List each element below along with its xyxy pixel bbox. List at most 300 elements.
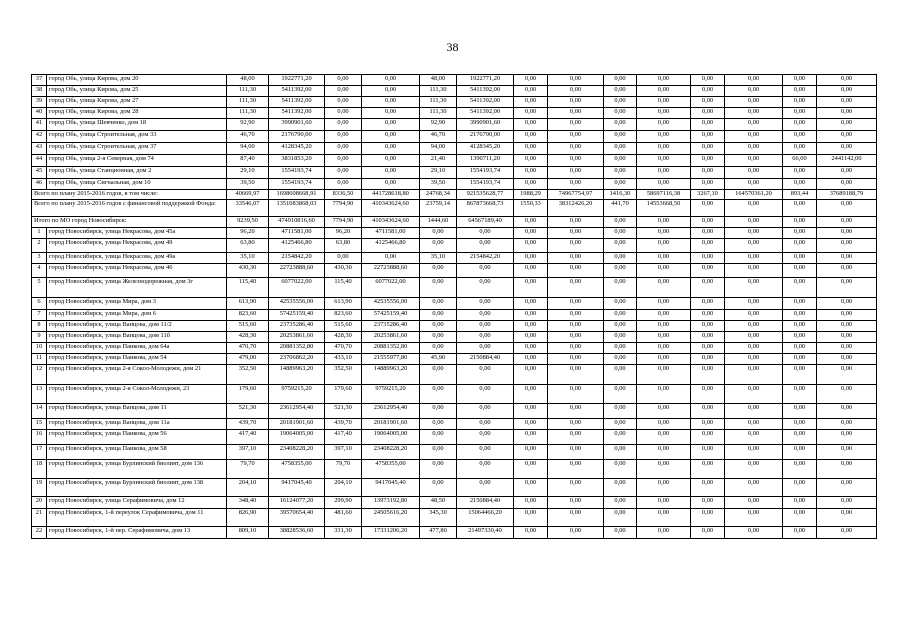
value-cell: 0,00 xyxy=(691,321,725,332)
value-cell: 439,70 xyxy=(325,419,362,430)
value-cell: 0,00 xyxy=(514,445,548,460)
table-row xyxy=(32,332,877,343)
value-cell: 1550,33 xyxy=(514,200,548,217)
value-cell: 474910816,60 xyxy=(269,217,325,228)
address-cell: город Обь, улица Кирова, дом 28 xyxy=(47,108,227,119)
value-cell: 0,00 xyxy=(637,332,691,343)
value-cell: 5411392,00 xyxy=(457,108,514,119)
value-cell: 48,00 xyxy=(420,75,457,86)
value-cell: 2441142,00 xyxy=(817,155,877,167)
value-cell: 0,00 xyxy=(604,430,637,445)
value-cell: 111,30 xyxy=(227,86,269,97)
value-cell: 5411392,00 xyxy=(269,108,325,119)
value-cell: 24768,34 xyxy=(420,190,457,200)
row-number: 4 xyxy=(32,264,47,278)
value-cell: 0,00 xyxy=(548,497,604,509)
value-cell: 0,00 xyxy=(420,479,457,497)
value-cell: 115,40 xyxy=(227,278,269,298)
value-cell: 921535628,77 xyxy=(457,190,514,200)
address-cell: город Обь, улица Станционная, дом 2 xyxy=(47,167,227,179)
row-number: 9 xyxy=(32,332,47,343)
address-cell: город Новосибирск, улица Панкова, дом 54 xyxy=(47,354,227,365)
value-cell: 0,00 xyxy=(548,75,604,86)
value-cell: 0,00 xyxy=(725,239,783,253)
value-cell: 0,00 xyxy=(725,75,783,86)
row-number: 14 xyxy=(32,404,47,419)
value-cell: 0,00 xyxy=(783,332,817,343)
value-cell: 4711581,00 xyxy=(362,228,420,239)
value-cell: 0,00 xyxy=(817,298,877,310)
value-cell: 0,00 xyxy=(691,385,725,404)
value-cell: 42535556,00 xyxy=(269,298,325,310)
value-cell: 0,00 xyxy=(783,278,817,298)
value-cell: 0,00 xyxy=(783,264,817,278)
value-cell: 14889963,20 xyxy=(362,365,420,385)
value-cell: 0,00 xyxy=(637,239,691,253)
value-cell: 0,00 xyxy=(691,343,725,354)
value-cell: 0,00 xyxy=(691,167,725,179)
value-cell: 0,00 xyxy=(514,264,548,278)
value-cell: 0,00 xyxy=(457,321,514,332)
value-cell: 14553668,50 xyxy=(637,200,691,217)
table-row xyxy=(32,108,877,119)
value-cell: 0,00 xyxy=(362,97,420,108)
value-cell: 0,00 xyxy=(725,298,783,310)
value-cell: 0,00 xyxy=(604,343,637,354)
value-cell: 6077022,00 xyxy=(362,278,420,298)
row-number: 45 xyxy=(32,167,47,179)
value-cell: 22723888,60 xyxy=(362,264,420,278)
value-cell: 0,00 xyxy=(420,419,457,430)
value-cell: 115,40 xyxy=(325,278,362,298)
value-cell: 893,44 xyxy=(783,190,817,200)
value-cell: 39570654,40 xyxy=(269,509,325,527)
summary-label: Всего по плану 2015-2016 годов с финансовой поддержкой Фонда: xyxy=(32,200,227,217)
value-cell: 441,70 xyxy=(604,200,637,217)
value-cell: 0,00 xyxy=(725,385,783,404)
value-cell: 0,00 xyxy=(817,310,877,321)
value-cell: 0,00 xyxy=(362,119,420,131)
value-cell: 111,30 xyxy=(227,108,269,119)
value-cell: 0,00 xyxy=(691,404,725,419)
value-cell: 0,00 xyxy=(457,365,514,385)
value-cell: 0,00 xyxy=(817,217,877,228)
value-cell: 45,90 xyxy=(420,354,457,365)
value-cell: 0,00 xyxy=(362,86,420,97)
value-cell: 4125466,80 xyxy=(269,239,325,253)
value-cell: 0,00 xyxy=(548,479,604,497)
value-cell: 0,00 xyxy=(783,228,817,239)
value-cell: 0,00 xyxy=(420,228,457,239)
value-cell: 111,30 xyxy=(420,108,457,119)
value-cell: 1988,29 xyxy=(514,190,548,200)
value-cell: 439,70 xyxy=(227,419,269,430)
value-cell: 0,00 xyxy=(783,75,817,86)
address-cell: город Новосибирск, улица 2-я Сокол-Молодежи, дом 21 xyxy=(47,365,227,385)
value-cell: 352,50 xyxy=(325,365,362,385)
value-cell: 3990901,60 xyxy=(269,119,325,131)
table-row xyxy=(32,179,877,190)
address-cell: город Новосибирск, 1-й переулок Серафимовича, дом 11 xyxy=(47,509,227,527)
value-cell: 477,80 xyxy=(420,527,457,539)
value-cell: 1698608668,91 xyxy=(269,190,325,200)
table-row xyxy=(32,354,877,365)
value-cell: 0,00 xyxy=(514,298,548,310)
value-cell: 0,00 xyxy=(362,167,420,179)
value-cell: 0,00 xyxy=(725,200,783,217)
row-number: 11 xyxy=(32,354,47,365)
value-cell: 1554193,74 xyxy=(457,179,514,190)
value-cell: 0,00 xyxy=(514,430,548,445)
value-cell: 5411392,00 xyxy=(269,86,325,97)
value-cell: 0,00 xyxy=(691,497,725,509)
row-number: 5 xyxy=(32,278,47,298)
value-cell: 23612954,40 xyxy=(269,404,325,419)
value-cell: 0,00 xyxy=(420,310,457,321)
value-cell: 0,00 xyxy=(514,479,548,497)
value-cell: 479,00 xyxy=(227,354,269,365)
value-cell: 0,00 xyxy=(691,445,725,460)
value-cell: 39,50 xyxy=(420,179,457,190)
value-cell: 521,30 xyxy=(325,404,362,419)
value-cell: 164570361,20 xyxy=(725,190,783,200)
value-cell: 0,00 xyxy=(514,119,548,131)
value-cell: 0,00 xyxy=(725,460,783,479)
value-cell: 428,30 xyxy=(325,332,362,343)
value-cell: 0,00 xyxy=(457,239,514,253)
value-cell: 179,60 xyxy=(227,385,269,404)
value-cell: 0,00 xyxy=(783,479,817,497)
value-cell: 0,00 xyxy=(691,75,725,86)
value-cell: 0,00 xyxy=(725,108,783,119)
value-cell: 0,00 xyxy=(325,119,362,131)
value-cell: 433,10 xyxy=(325,354,362,365)
summary-row xyxy=(32,217,877,228)
value-cell: 0,00 xyxy=(637,509,691,527)
table-row xyxy=(32,97,877,108)
value-cell: 0,00 xyxy=(548,460,604,479)
value-cell: 23735286,40 xyxy=(269,321,325,332)
value-cell: 0,00 xyxy=(691,365,725,385)
value-cell: 0,00 xyxy=(691,298,725,310)
address-cell: город Новосибирск, улица Панкова, дом 56 xyxy=(47,430,227,445)
value-cell: 0,00 xyxy=(457,264,514,278)
value-cell: 0,00 xyxy=(817,278,877,298)
value-cell: 0,00 xyxy=(637,143,691,155)
value-cell: 0,00 xyxy=(637,445,691,460)
value-cell: 0,00 xyxy=(604,479,637,497)
value-cell: 21555977,80 xyxy=(362,354,420,365)
table-row xyxy=(32,497,877,509)
value-cell: 0,00 xyxy=(420,278,457,298)
table-row xyxy=(32,143,877,155)
value-cell: 0,00 xyxy=(817,264,877,278)
housing-program-table xyxy=(31,74,877,539)
value-cell: 0,00 xyxy=(637,385,691,404)
address-cell: город Новосибирск, улица Ванцова, дом 11б xyxy=(47,332,227,343)
value-cell: 0,00 xyxy=(604,460,637,479)
value-cell: 22723888,60 xyxy=(269,264,325,278)
value-cell: 430,30 xyxy=(227,264,269,278)
value-cell: 0,00 xyxy=(514,321,548,332)
value-cell: 0,00 xyxy=(457,479,514,497)
value-cell: 0,00 xyxy=(604,264,637,278)
value-cell: 57425159,40 xyxy=(269,310,325,321)
value-cell: 0,00 xyxy=(637,75,691,86)
value-cell: 0,00 xyxy=(604,143,637,155)
value-cell: 4128345,20 xyxy=(269,143,325,155)
value-cell: 2154842,20 xyxy=(457,253,514,264)
value-cell: 0,00 xyxy=(420,404,457,419)
value-cell: 0,00 xyxy=(604,354,637,365)
value-cell: 0,00 xyxy=(548,239,604,253)
row-number: 10 xyxy=(32,343,47,354)
value-cell: 481,60 xyxy=(325,509,362,527)
value-cell: 0,00 xyxy=(514,527,548,539)
value-cell: 0,00 xyxy=(725,97,783,108)
value-cell: 0,00 xyxy=(604,155,637,167)
value-cell: 0,00 xyxy=(604,239,637,253)
value-cell: 1554193,74 xyxy=(269,167,325,179)
value-cell: 111,30 xyxy=(420,97,457,108)
address-cell: город Новосибирск, улица Некрасова, дом 45а xyxy=(47,228,227,239)
value-cell: 4758355,00 xyxy=(269,460,325,479)
value-cell: 397,10 xyxy=(325,445,362,460)
value-cell: 39,50 xyxy=(227,179,269,190)
value-cell: 0,00 xyxy=(604,419,637,430)
address-cell: город Новосибирск, улица 2-я Сокол-Молодежи, 23 xyxy=(47,385,227,404)
value-cell: 0,00 xyxy=(514,97,548,108)
value-cell: 111,30 xyxy=(420,86,457,97)
value-cell: 0,00 xyxy=(725,321,783,332)
address-cell: город Обь, улица Шевченко, дом 18 xyxy=(47,119,227,131)
value-cell: 0,00 xyxy=(420,264,457,278)
value-cell: 0,00 xyxy=(637,228,691,239)
value-cell: 14889963,20 xyxy=(269,365,325,385)
value-cell: 823,60 xyxy=(325,310,362,321)
value-cell: 0,00 xyxy=(604,385,637,404)
value-cell: 0,00 xyxy=(514,278,548,298)
value-cell: 9239,50 xyxy=(227,217,269,228)
value-cell: 0,00 xyxy=(725,404,783,419)
value-cell: 0,00 xyxy=(783,200,817,217)
value-cell: 0,00 xyxy=(637,343,691,354)
value-cell: 0,00 xyxy=(548,321,604,332)
value-cell: 0,00 xyxy=(604,278,637,298)
value-cell: 0,00 xyxy=(325,167,362,179)
value-cell: 0,00 xyxy=(725,527,783,539)
value-cell: 0,00 xyxy=(691,310,725,321)
value-cell: 46,70 xyxy=(420,131,457,143)
value-cell: 0,00 xyxy=(691,479,725,497)
row-number: 12 xyxy=(32,365,47,385)
value-cell: 515,60 xyxy=(227,321,269,332)
page-number: 38 xyxy=(446,40,459,54)
value-cell: 0,00 xyxy=(604,119,637,131)
value-cell: 0,00 xyxy=(548,264,604,278)
value-cell: 0,00 xyxy=(325,179,362,190)
value-cell: 0,00 xyxy=(817,108,877,119)
value-cell: 0,00 xyxy=(725,278,783,298)
address-cell: город Новосибирск, улица Ванцова, дом 11а xyxy=(47,419,227,430)
row-number: 20 xyxy=(32,497,47,509)
value-cell: 63,80 xyxy=(227,239,269,253)
address-cell: город Новосибирск, улица Серафимовича, дом 12 xyxy=(47,497,227,509)
value-cell: 23612954,40 xyxy=(362,404,420,419)
value-cell: 79,70 xyxy=(325,460,362,479)
row-number: 37 xyxy=(32,75,47,86)
value-cell: 0,00 xyxy=(725,155,783,167)
value-cell: 0,00 xyxy=(817,343,877,354)
value-cell: 0,00 xyxy=(420,343,457,354)
value-cell: 92,90 xyxy=(227,119,269,131)
value-cell: 0,00 xyxy=(514,75,548,86)
value-cell: 0,00 xyxy=(691,239,725,253)
value-cell: 0,00 xyxy=(783,354,817,365)
value-cell: 0,00 xyxy=(457,419,514,430)
value-cell: 0,00 xyxy=(817,228,877,239)
value-cell: 0,00 xyxy=(817,239,877,253)
value-cell: 0,00 xyxy=(817,354,877,365)
row-number: 1 xyxy=(32,228,47,239)
value-cell: 0,00 xyxy=(514,155,548,167)
value-cell: 0,00 xyxy=(691,527,725,539)
value-cell: 521,30 xyxy=(227,404,269,419)
value-cell: 204,10 xyxy=(325,479,362,497)
value-cell: 867873668,73 xyxy=(457,200,514,217)
value-cell: 0,00 xyxy=(604,365,637,385)
value-cell: 0,00 xyxy=(783,217,817,228)
value-cell: 0,00 xyxy=(783,179,817,190)
value-cell: 0,00 xyxy=(548,404,604,419)
value-cell: 0,00 xyxy=(817,179,877,190)
value-cell: 38828536,60 xyxy=(269,527,325,539)
row-number: 13 xyxy=(32,385,47,404)
value-cell: 0,00 xyxy=(725,228,783,239)
value-cell: 66,00 xyxy=(783,155,817,167)
value-cell: 0,00 xyxy=(691,155,725,167)
value-cell: 0,00 xyxy=(691,278,725,298)
value-cell: 21497330,40 xyxy=(457,527,514,539)
value-cell: 9417045,40 xyxy=(362,479,420,497)
value-cell: 0,00 xyxy=(637,97,691,108)
value-cell: 0,00 xyxy=(637,419,691,430)
table-row xyxy=(32,131,877,143)
value-cell: 0,00 xyxy=(604,527,637,539)
value-cell: 0,00 xyxy=(604,97,637,108)
value-cell: 4125466,80 xyxy=(362,239,420,253)
value-cell: 0,00 xyxy=(691,108,725,119)
value-cell: 0,00 xyxy=(325,131,362,143)
value-cell: 0,00 xyxy=(725,332,783,343)
value-cell: 29,10 xyxy=(227,167,269,179)
value-cell: 0,00 xyxy=(325,86,362,97)
value-cell: 20181901,60 xyxy=(269,419,325,430)
value-cell: 0,00 xyxy=(548,385,604,404)
value-cell: 5411392,00 xyxy=(457,86,514,97)
value-cell: 0,00 xyxy=(817,200,877,217)
table-row xyxy=(32,321,877,332)
value-cell: 0,00 xyxy=(783,239,817,253)
table-row xyxy=(32,509,877,527)
value-cell: 428,30 xyxy=(227,332,269,343)
value-cell: 0,00 xyxy=(457,404,514,419)
value-cell: 7794,90 xyxy=(325,217,362,228)
value-cell: 0,00 xyxy=(514,131,548,143)
value-cell: 0,00 xyxy=(637,497,691,509)
value-cell: 0,00 xyxy=(725,217,783,228)
value-cell: 470,70 xyxy=(325,343,362,354)
row-number: 43 xyxy=(32,143,47,155)
value-cell: 0,00 xyxy=(457,298,514,310)
value-cell: 0,00 xyxy=(604,217,637,228)
value-cell: 0,00 xyxy=(637,119,691,131)
value-cell: 0,00 xyxy=(548,143,604,155)
value-cell: 1922771,20 xyxy=(457,75,514,86)
value-cell: 0,00 xyxy=(548,343,604,354)
value-cell: 48,50 xyxy=(420,497,457,509)
address-cell: город Новосибирск, улица Бурлинский биолият, дом 136 xyxy=(47,460,227,479)
value-cell: 0,00 xyxy=(817,119,877,131)
row-number: 38 xyxy=(32,86,47,97)
value-cell: 0,00 xyxy=(637,278,691,298)
value-cell: 0,00 xyxy=(691,332,725,343)
value-cell: 0,00 xyxy=(514,332,548,343)
value-cell: 0,00 xyxy=(362,155,420,167)
table-row xyxy=(32,430,877,445)
value-cell: 0,00 xyxy=(420,365,457,385)
value-cell: 0,00 xyxy=(604,108,637,119)
value-cell: 0,00 xyxy=(325,155,362,167)
value-cell: 0,00 xyxy=(817,527,877,539)
value-cell: 0,00 xyxy=(325,97,362,108)
value-cell: 1416,30 xyxy=(604,190,637,200)
value-cell: 0,00 xyxy=(637,155,691,167)
value-cell: 0,00 xyxy=(514,179,548,190)
value-cell: 2176790,00 xyxy=(457,131,514,143)
value-cell: 0,00 xyxy=(783,321,817,332)
value-cell: 0,00 xyxy=(783,97,817,108)
value-cell: 0,00 xyxy=(420,239,457,253)
value-cell: 0,00 xyxy=(457,445,514,460)
value-cell: 0,00 xyxy=(725,479,783,497)
row-number: 22 xyxy=(32,527,47,539)
value-cell: 0,00 xyxy=(783,86,817,97)
address-cell: город Новосибирск, улица Железнодорожная, дом 3г xyxy=(47,278,227,298)
value-cell: 410343624,60 xyxy=(362,217,420,228)
value-cell: 0,00 xyxy=(817,445,877,460)
value-cell: 0,00 xyxy=(725,86,783,97)
row-number: 15 xyxy=(32,419,47,430)
table-row xyxy=(32,264,877,278)
value-cell: 397,10 xyxy=(227,445,269,460)
value-cell: 0,00 xyxy=(817,143,877,155)
value-cell: 0,00 xyxy=(691,200,725,217)
address-cell: город Новосибирск, улица Некрасова, дом 46 xyxy=(47,264,227,278)
value-cell: 23408228,20 xyxy=(362,445,420,460)
value-cell: 4128345,20 xyxy=(457,143,514,155)
value-cell: 3267,10 xyxy=(691,190,725,200)
value-cell: 92,90 xyxy=(420,119,457,131)
value-cell: 0,00 xyxy=(725,119,783,131)
value-cell: 0,00 xyxy=(362,143,420,155)
value-cell: 0,00 xyxy=(637,430,691,445)
value-cell: 23706862,20 xyxy=(269,354,325,365)
row-number: 39 xyxy=(32,97,47,108)
value-cell: 0,00 xyxy=(637,321,691,332)
value-cell: 24505616,20 xyxy=(362,509,420,527)
value-cell: 8336,50 xyxy=(325,190,362,200)
